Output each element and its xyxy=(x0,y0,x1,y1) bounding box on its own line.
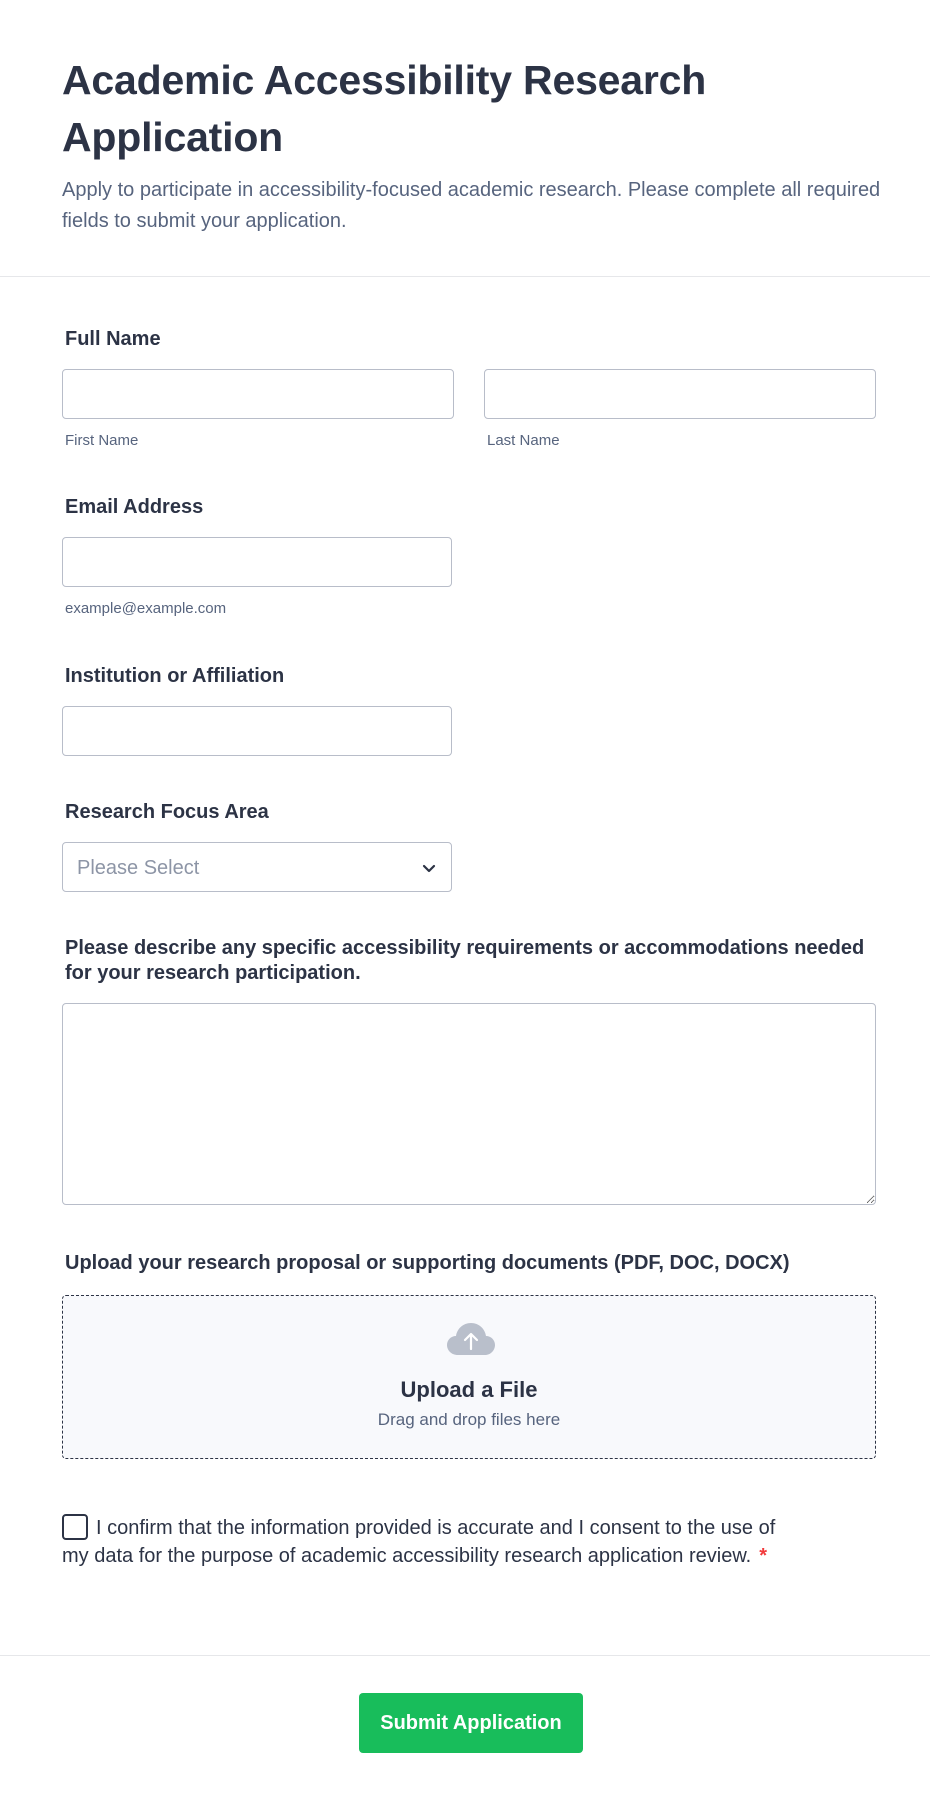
page-title: Academic Accessibility Research Application xyxy=(62,57,707,160)
last-name-sublabel: Last Name xyxy=(487,432,560,449)
submit-button[interactable]: Submit Application xyxy=(359,1693,583,1753)
chevron-down-icon xyxy=(417,856,441,880)
page-subtitle: Apply to participate in accessibility-focused academic research. Please complete all required fields to submit your application. xyxy=(62,179,881,232)
consent-row xyxy=(62,1514,782,1570)
upload-subtitle: Drag and drop files here xyxy=(377,1410,561,1429)
accessibility-textarea[interactable] xyxy=(62,1003,876,1205)
research-focus-select[interactable] xyxy=(62,842,452,892)
cloud-upload-icon xyxy=(446,1322,496,1356)
first-name-sublabel: First Name xyxy=(65,432,139,449)
upload-title: Upload a File xyxy=(400,1377,538,1402)
institution-label: Institution or Affiliation xyxy=(65,665,285,687)
application-form xyxy=(0,277,930,1734)
email-input[interactable] xyxy=(62,537,452,587)
last-name-input[interactable] xyxy=(484,369,876,419)
file-upload-dropzone[interactable] xyxy=(62,1295,876,1459)
consent-checkbox[interactable] xyxy=(62,1514,88,1540)
consent-text: I confirm that the information provided is accurate and I consent to the use of my data for the purpose of academic accessibility research application review. xyxy=(62,1517,776,1567)
institution-input[interactable] xyxy=(62,706,452,756)
first-name-input[interactable] xyxy=(62,369,454,419)
accessibility-label: Please describe any specific accessibility requirements or accommodations needed for your research participation. xyxy=(65,937,865,984)
form-header xyxy=(0,0,930,277)
research-focus-label: Research Focus Area xyxy=(65,801,269,823)
email-label: Email Address xyxy=(65,496,204,518)
research-focus-placeholder: Please Select xyxy=(77,857,200,879)
upload-label: Upload your research proposal or supporting documents (PDF, DOC, DOCX) xyxy=(65,1252,790,1274)
email-sublabel: example@example.com xyxy=(65,600,227,617)
full-name-label: Full Name xyxy=(65,328,161,350)
required-asterisk: * xyxy=(759,1545,768,1567)
form-footer xyxy=(0,1655,930,1803)
